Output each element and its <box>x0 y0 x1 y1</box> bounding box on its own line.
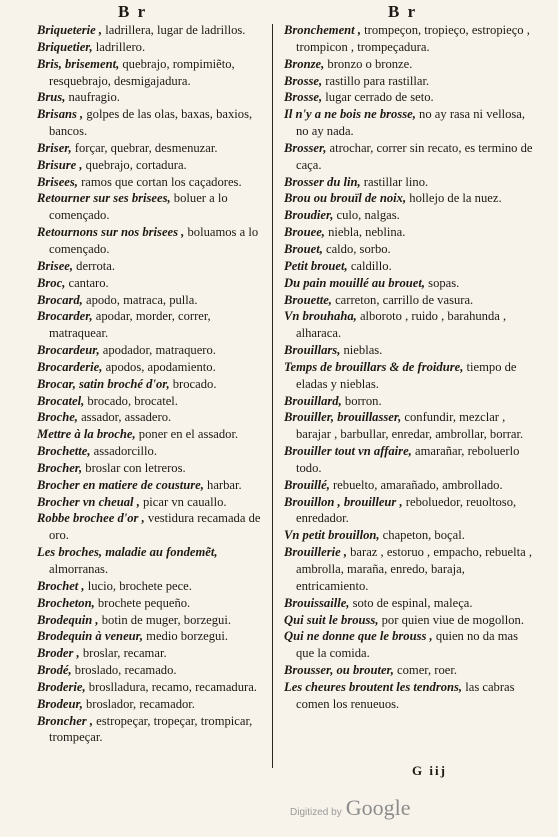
entry-definition: soto de espinal, maleça. <box>349 595 473 610</box>
entry-headword: Brisee, <box>37 258 74 273</box>
entry-definition: tiempo de eladas y nieblas. <box>296 359 517 391</box>
entry-headword: Broc, <box>37 275 66 290</box>
entry-headword: Brocher vn cheual , <box>37 494 140 509</box>
entry-headword: Qui suit le brouss, <box>284 612 379 627</box>
dictionary-entry <box>284 544 534 595</box>
entry-headword: Brouillars, <box>284 343 341 358</box>
entry-definition: apodador, matraquero. <box>99 343 216 358</box>
dictionary-entry <box>284 275 534 292</box>
entry-definition: broslladura, recamo, recamadura. <box>85 679 257 694</box>
dictionary-entry <box>37 275 265 292</box>
entry-headword: Bronchement , <box>284 23 361 37</box>
entry-headword: Broderie, <box>37 679 86 694</box>
entry-definition: picar vn cauallo. <box>139 494 227 509</box>
signature-mark: G iij <box>412 763 447 778</box>
entry-headword: Brouee, <box>284 225 325 240</box>
entry-definition: broslar, recamar. <box>79 646 167 661</box>
dictionary-entry <box>284 106 534 140</box>
dictionary-entry <box>284 494 534 528</box>
dictionary-entry <box>37 56 265 90</box>
entry-definition: broslado, recamado. <box>71 663 177 678</box>
entry-headword: Brisees, <box>37 174 78 189</box>
dictionary-entry <box>284 241 534 258</box>
entry-headword: Brus, <box>37 90 66 105</box>
watermark-prefix: Digitized by <box>290 807 342 818</box>
entry-headword: Briser, <box>37 140 72 155</box>
entry-headword: Brosse, <box>284 90 323 105</box>
entry-definition: medio borzegui. <box>143 629 228 644</box>
entry-definition: sopas. <box>425 275 460 290</box>
entry-definition: niebla, neblina. <box>324 225 406 240</box>
entry-definition: brochete pequeño. <box>94 595 191 610</box>
dictionary-entry <box>37 190 265 224</box>
entry-definition: baraz , estoruo , empacho, rebuelta , ambrolla, maraña, enredo, baraja, entricamiento. <box>296 545 532 593</box>
entry-headword: Brouillerie , <box>284 545 347 560</box>
entry-definition: broslar con letreros. <box>82 460 186 475</box>
dictionary-entry <box>37 359 265 376</box>
google-logo: Google <box>345 795 411 820</box>
entry-headword: Les broches, maladie au fondemẽt, <box>37 545 218 560</box>
dictionary-entry <box>284 140 534 174</box>
dictionary-entry <box>284 393 534 410</box>
entry-definition: brocado, brocatel. <box>84 393 178 408</box>
entry-headword: Brochette, <box>37 444 91 459</box>
entry-definition: estropeçar, tropeçar, trompicar, trompeçar. <box>49 713 253 745</box>
entry-headword: Vn petit brouillon, <box>284 528 380 543</box>
dictionary-entry <box>37 645 265 662</box>
dictionary-entry <box>284 359 534 393</box>
entry-definition: boluamos a lo començado. <box>49 225 259 256</box>
entry-headword: Brou ou brouïl de noix, <box>284 191 407 206</box>
dictionary-entry <box>37 224 265 258</box>
dictionary-entry <box>284 292 534 309</box>
entry-headword: Brouillard, <box>284 393 342 408</box>
entry-headword: Brocarder, <box>37 309 93 324</box>
dictionary-entry <box>37 89 265 106</box>
entry-definition: ramos que cortan los caçadores. <box>77 174 242 189</box>
dictionary-entry <box>37 308 265 342</box>
entry-headword: Broudier, <box>284 208 334 223</box>
entry-definition: chapeton, boçal. <box>379 528 465 543</box>
dictionary-entry <box>284 190 534 207</box>
entry-definition: trompeçon, tropieço, estropieço , trompicon , trompeçadura. <box>296 23 530 54</box>
entry-headword: Mettre à la broche, <box>37 427 136 442</box>
entry-headword: Brosse, <box>284 73 323 88</box>
dictionary-entry <box>284 22 534 56</box>
dictionary-entry <box>284 73 534 90</box>
entry-headword: Brosser, <box>284 140 327 155</box>
dictionary-entry <box>37 426 265 443</box>
right-column <box>284 22 534 713</box>
dictionary-entry <box>37 595 265 612</box>
entry-definition: carreton, carrillo de vasura. <box>331 292 474 307</box>
entry-headword: Brocher, <box>37 460 83 475</box>
entry-headword: Temps de brouillars & de froidure, <box>284 359 464 374</box>
entry-definition: rebuelto, amarañado, ambrollado. <box>329 477 503 492</box>
entry-definition: harbar. <box>203 477 242 492</box>
dictionary-entry <box>37 510 265 544</box>
dictionary-entry <box>284 207 534 224</box>
dictionary-entry <box>37 628 265 645</box>
entry-definition: por quien viue de mogollon. <box>378 612 524 627</box>
dictionary-entry <box>37 157 265 174</box>
entry-headword: Brodé, <box>37 663 72 678</box>
dictionary-entry <box>284 527 534 544</box>
entry-definition: caldillo. <box>347 258 392 273</box>
entry-headword: Brodequin à veneur, <box>37 629 144 644</box>
entry-headword: Broncher , <box>37 713 93 728</box>
dictionary-entry <box>37 713 265 747</box>
entry-definition: apodo, matraca, pulla. <box>82 292 198 307</box>
entry-definition: confundir, mezclar , barajar , barbullar, enredar, ambrollar, borrar. <box>296 410 524 442</box>
entry-headword: Brouissaille, <box>284 595 350 610</box>
dictionary-entry <box>37 258 265 275</box>
entry-definition: assadorcillo. <box>90 444 157 459</box>
entry-headword: Brocheton, <box>37 595 95 610</box>
dictionary-entry <box>37 443 265 460</box>
running-head-right: B r <box>388 2 418 21</box>
entry-headword: Vn brouhaha, <box>284 309 357 324</box>
entry-definition: atrochar, correr sin recato, es termino de caça. <box>296 140 533 172</box>
entry-definition: derrota. <box>73 258 115 273</box>
entry-definition: las cabras comen los renueuos. <box>296 679 515 711</box>
entry-headword: Brouiller tout vn affaire, <box>284 444 412 459</box>
dictionary-entry <box>37 679 265 696</box>
entry-headword: Brocatel, <box>37 393 85 408</box>
entry-definition: brocado. <box>169 376 217 391</box>
dictionary-entry <box>37 544 265 578</box>
entry-headword: Bronze, <box>284 56 325 71</box>
entry-definition: assador, assadero. <box>77 410 172 425</box>
dictionary-entry <box>284 308 534 342</box>
dictionary-entry <box>37 39 265 56</box>
entry-headword: Brocher en matiere de cousture, <box>37 477 204 492</box>
entry-headword: Qui ne donne que le brouss , <box>284 629 433 644</box>
entry-headword: Brouette, <box>284 292 332 307</box>
entry-headword: Brouiller, brouillasser, <box>284 410 402 425</box>
entry-definition: rastillo para rastillar. <box>322 73 430 88</box>
dictionary-entry <box>37 174 265 191</box>
entry-headword: Broche, <box>37 410 78 425</box>
dictionary-entry <box>284 342 534 359</box>
entry-headword: Brocar, satin broché d'or, <box>37 376 170 391</box>
entry-definition: rastillar lino. <box>360 174 429 189</box>
entry-definition: vestidura recamada de oro. <box>49 511 261 543</box>
entry-headword: Brouillon , brouilleur , <box>284 494 403 509</box>
dictionary-entry <box>284 612 534 629</box>
dictionary-entry <box>284 174 534 191</box>
entry-headword: Petit brouet, <box>284 258 348 273</box>
dictionary-entry <box>284 595 534 612</box>
entry-definition: lucio, brochete pece. <box>84 578 192 593</box>
entry-headword: Bris, brisement, <box>37 56 120 71</box>
entry-definition: caldo, sorbo. <box>322 241 391 256</box>
entry-headword: Retournons sur nos brisees , <box>37 225 185 240</box>
entry-definition: no ay rasa ni vellosa, no ay nada. <box>296 107 526 139</box>
entry-definition: bronzo o bronze. <box>324 56 413 71</box>
entry-definition: alboroto , ruido , barahunda , alharaca. <box>296 309 507 341</box>
dictionary-entry <box>37 376 265 393</box>
entry-definition: reboluedor, reuoltoso, enredador. <box>296 494 517 526</box>
dictionary-entry <box>37 292 265 309</box>
dictionary-entry <box>37 662 265 679</box>
entry-definition: forçar, quebrar, desmenuzar. <box>71 140 218 155</box>
dictionary-entry <box>37 22 265 39</box>
dictionary-entry <box>284 409 534 443</box>
entry-headword: Briquetier, <box>37 39 93 54</box>
dictionary-entry <box>284 258 534 275</box>
entry-definition: lugar cerrado de seto. <box>322 90 434 105</box>
dictionary-entry <box>37 696 265 713</box>
entry-definition: quien no da mas que la comida. <box>296 629 519 661</box>
dictionary-entry <box>284 89 534 106</box>
entry-definition: quebrajo, cortadura. <box>82 157 187 172</box>
dictionary-entry <box>284 224 534 241</box>
entry-headword: Brouet, <box>284 241 323 256</box>
dictionary-entry <box>37 106 265 140</box>
entry-definition: apodar, morder, correr, matraquear. <box>49 309 211 341</box>
dictionary-entry <box>37 409 265 426</box>
entry-definition: ladrillera, lugar de ladrillos. <box>102 23 246 37</box>
dictionary-entry <box>37 612 265 629</box>
entry-headword: Brisure , <box>37 157 83 172</box>
entry-definition: quebrajo, rompimiẽto, resquebrajo, desmigajadura. <box>49 56 235 88</box>
entry-headword: Brocard, <box>37 292 83 307</box>
entry-definition: almorranas. <box>49 562 109 576</box>
dictionary-entry <box>37 494 265 511</box>
entry-headword: Brosser du lin, <box>284 174 361 189</box>
entry-definition: amarañar, reboluerlo todo. <box>296 444 520 475</box>
dictionary-entry <box>284 443 534 477</box>
left-column <box>37 22 265 746</box>
entry-headword: Brocardeur, <box>37 343 100 358</box>
entry-headword: Brouillé, <box>284 477 330 492</box>
entry-definition: poner en el assador. <box>135 427 239 442</box>
entry-headword: Brochet , <box>37 578 85 593</box>
entry-headword: Brisans , <box>37 107 84 122</box>
entry-definition: broslador, recamador. <box>82 696 195 711</box>
entry-definition: ladrillero. <box>92 39 146 54</box>
entry-headword: Brocarderie, <box>37 359 103 374</box>
entry-definition: hollejo de la nuez. <box>406 191 502 206</box>
entry-headword: Retourner sur ses brisees, <box>37 191 171 206</box>
entry-headword: Brodeur, <box>37 696 83 711</box>
dictionary-entry <box>37 477 265 494</box>
dictionary-entry <box>37 140 265 157</box>
dictionary-entry <box>37 460 265 477</box>
entry-headword: Robbe brochee d'or , <box>37 511 145 526</box>
digitized-watermark <box>290 795 410 821</box>
entry-definition: cantaro. <box>65 275 109 290</box>
entry-definition: apodos, apodamiento. <box>102 359 216 374</box>
entry-definition: culo, nalgas. <box>333 208 400 223</box>
dictionary-entry <box>37 342 265 359</box>
entry-headword: Il n'y a ne bois ne brosse, <box>284 107 416 122</box>
dictionary-entry <box>37 393 265 410</box>
column-divider <box>272 24 273 768</box>
entry-headword: Briqueterie , <box>37 23 103 37</box>
running-head-left: B r <box>118 2 148 21</box>
dictionary-entry <box>284 662 534 679</box>
entry-definition: golpes de las olas, baxas, baxios, bancos. <box>49 107 253 139</box>
entry-headword: Les cheures broutent les tendrons, <box>284 679 463 694</box>
entry-definition: boluer a lo començado. <box>49 191 228 223</box>
entry-definition: comer, roer. <box>393 663 458 678</box>
entry-definition: nieblas. <box>340 343 383 358</box>
dictionary-entry <box>37 578 265 595</box>
dictionary-entry <box>284 679 534 713</box>
entry-headword: Broder , <box>37 646 80 661</box>
entry-headword: Du pain mouillé au brouet, <box>284 275 426 290</box>
entry-definition: naufragio. <box>65 90 120 105</box>
entry-headword: Brodequin , <box>37 612 99 627</box>
entry-headword: Brousser, ou brouter, <box>284 663 394 678</box>
dictionary-entry <box>284 56 534 73</box>
entry-definition: borron. <box>341 393 382 408</box>
dictionary-entry <box>284 628 534 662</box>
entry-definition: botin de muger, borzegui. <box>98 612 231 627</box>
dictionary-entry <box>284 477 534 494</box>
